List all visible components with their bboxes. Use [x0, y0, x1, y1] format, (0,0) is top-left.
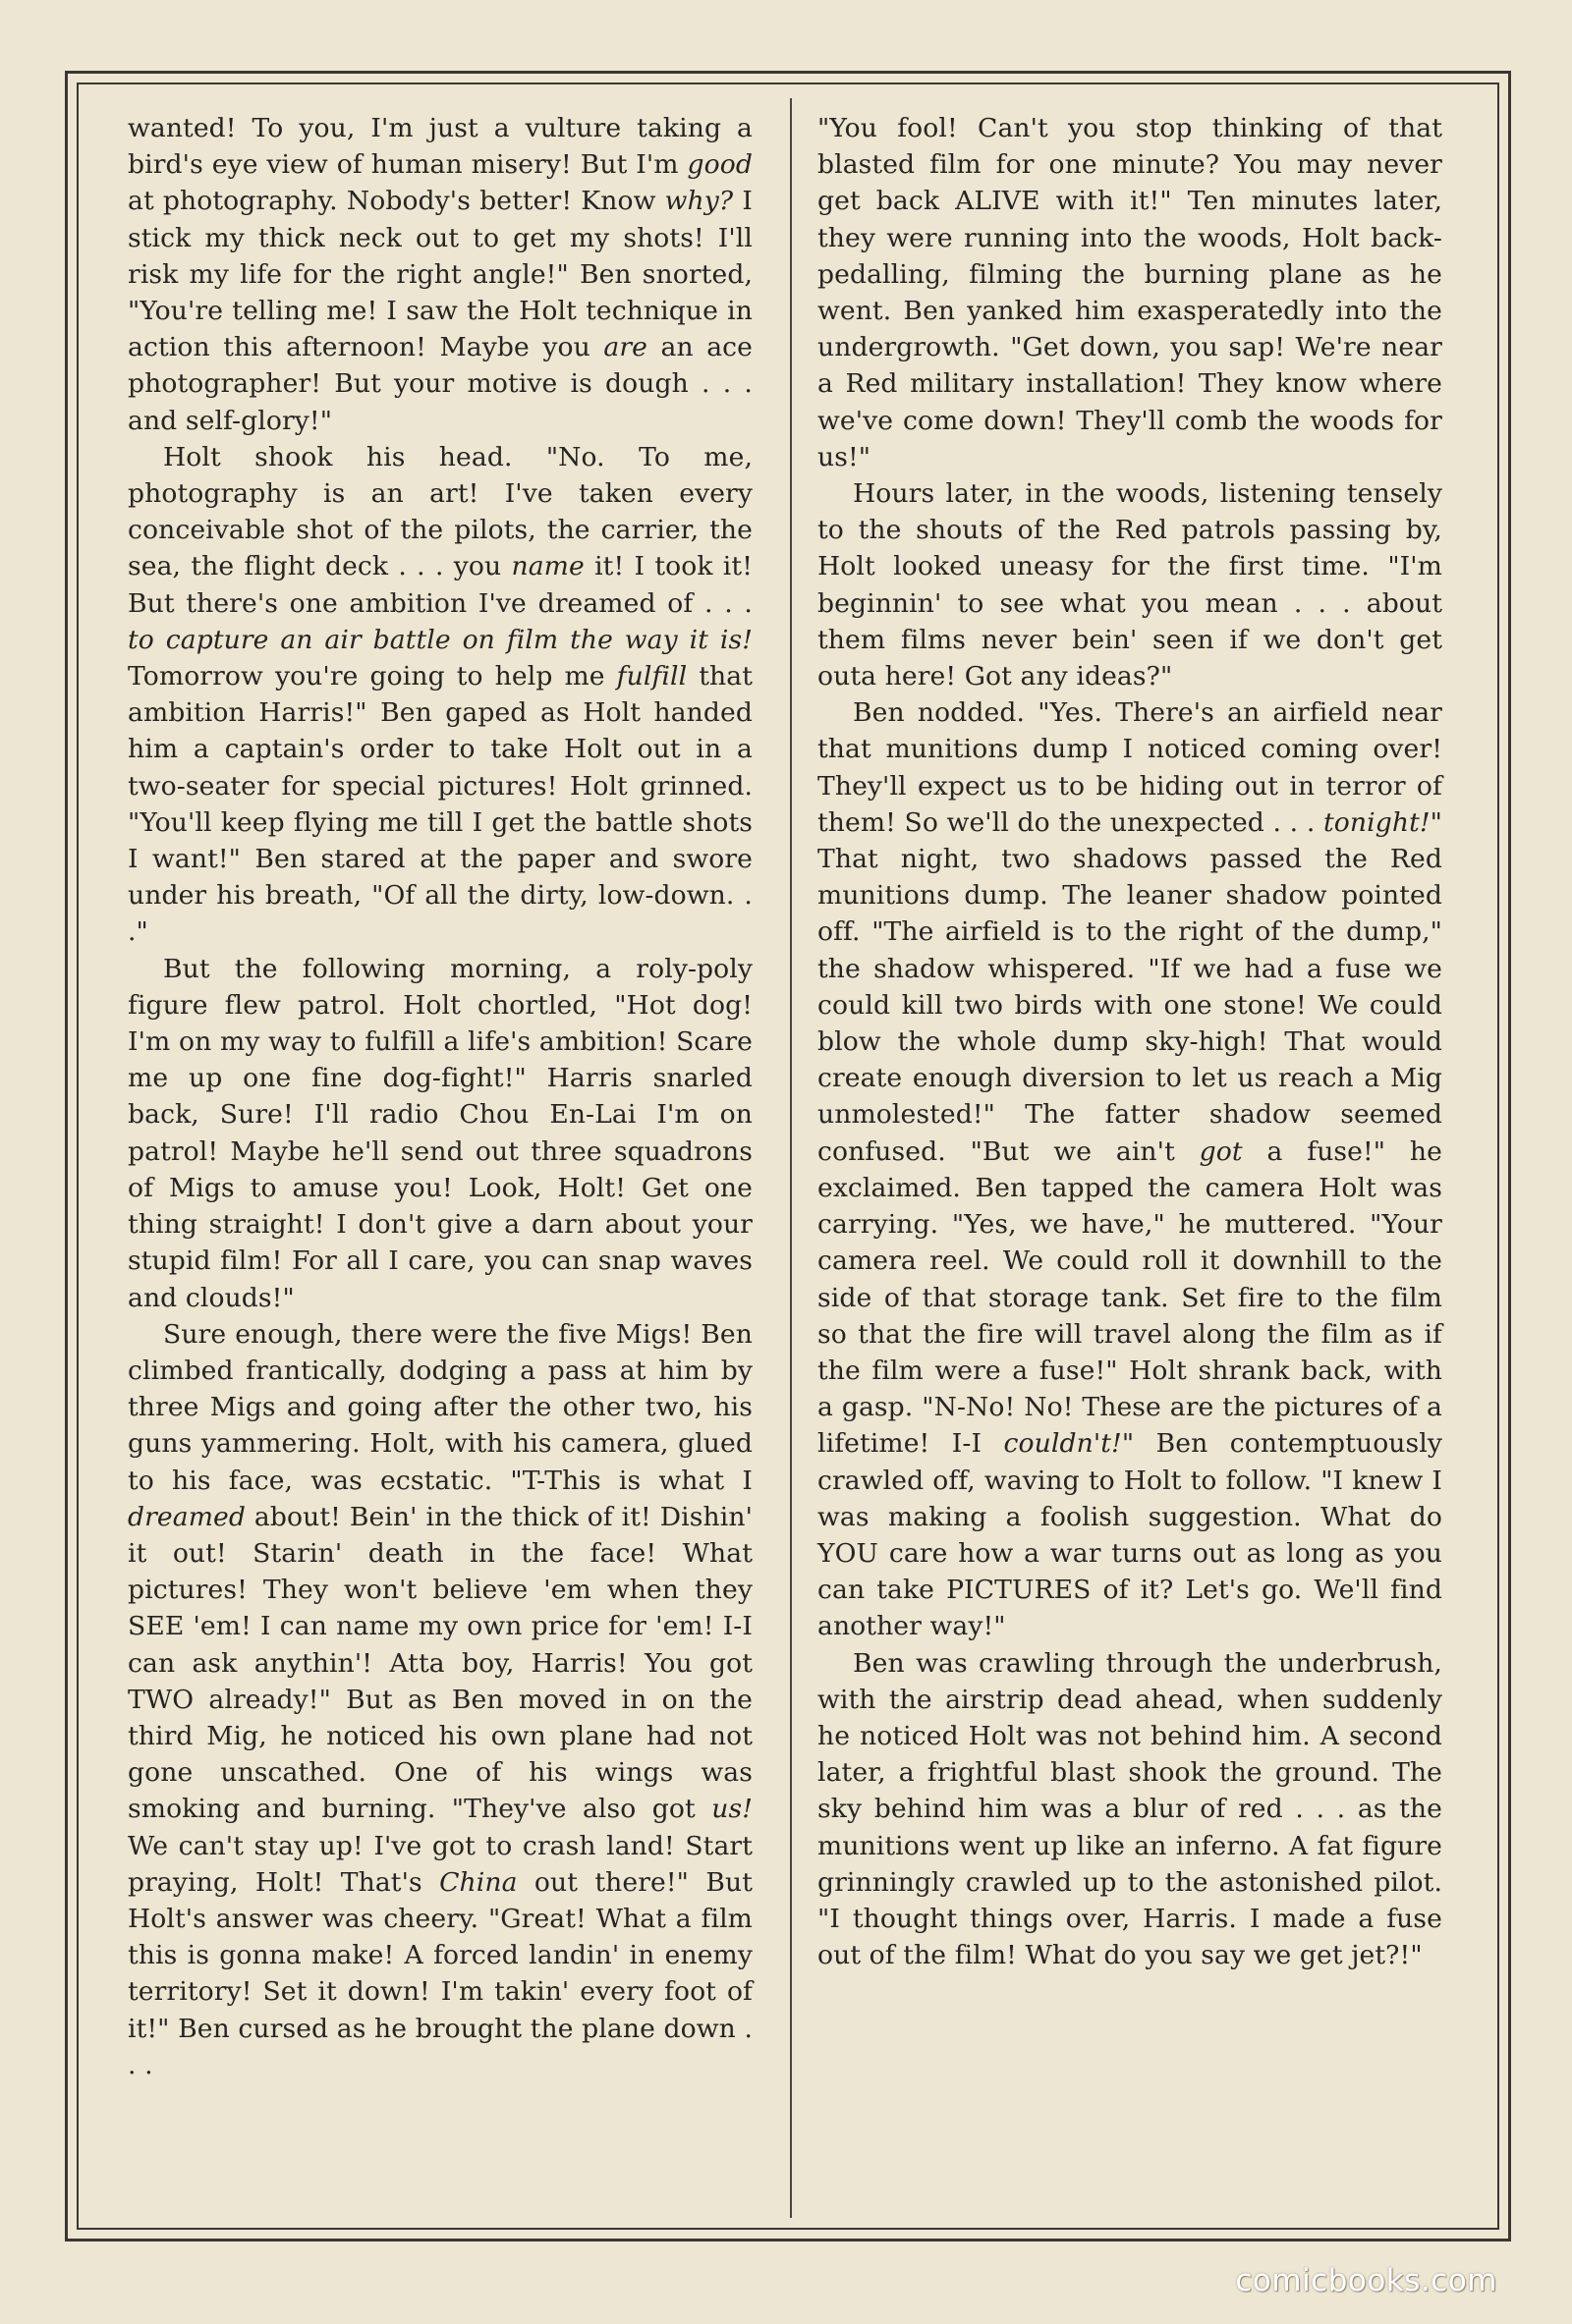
story-paragraph [128, 439, 753, 951]
story-paragraph [817, 110, 1442, 475]
story-paragraph [128, 110, 753, 439]
text-run: Hours later, in the woods, listening tensely to the shouts of the Red patrols passing by, Holt looked uneasy for the first time. "I'm beginnin' to see what you mean . . . about them films never bein' seen if we don't get outa here! Got any ideas?" [817, 478, 1442, 692]
text-run: Ben was crawling through the underbrush, with the airstrip dead ahead, when suddenly he noticed Holt was not behind him. A second later, a frightful blast shook the ground. The sky behind him was a blur of red . . . as the munitions went up like an inferno. A fat figure grinningly crawled up to the astonished pilot. "I thought things over, Harris. I made a fuse out of the film! What do you say we get jet?!" [817, 1647, 1442, 1971]
italic-text: are [603, 332, 647, 363]
text-run: at photography. Nobody's better! Know [128, 186, 665, 217]
site-watermark: comicbooks.com [1235, 2263, 1497, 2298]
italic-text: us! [711, 1794, 753, 1825]
story-paragraph [128, 1316, 753, 2083]
italic-text: to capture an air battle on film the way it is! [128, 624, 753, 655]
text-run: an ace photographer! But your motive is dough . . . and self-glory!" [128, 332, 754, 436]
column-divider [790, 98, 792, 2218]
text-run: wanted! To you, I'm just a vulture taking a bird's eye view of human misery! But I'm [128, 113, 753, 181]
text-run: Ben nodded. "Yes. There's an airfield near that munitions dump I noticed coming over! They'll expect us to be hiding out in terror of them! So we'll do the unexpected . . . [817, 697, 1442, 838]
left-column [128, 110, 753, 2083]
text-run: out there!" But Holt's answer was cheery. "Great! What a film this is gonna make! A forced landin' in enemy territory! Set it down! I'm takin' every foot of it!" Ben cursed as he brought the plane down . . . [128, 1866, 753, 2080]
italic-text: got [1199, 1135, 1243, 1167]
right-column [817, 110, 1442, 1973]
italic-text: name [511, 551, 585, 582]
text-run: it! I took it! But there's one ambition I've dreamed of . . . [128, 551, 753, 619]
text-run: Tomorrow you're going to help me [128, 661, 617, 692]
italic-text: good [687, 149, 753, 181]
text-run: I stick my thick neck out to get my shots! I'll risk my life for the right angle!" Ben snorted, "You're telling me! I saw the Holt technique in action this afternoon! Maybe you [128, 186, 753, 363]
italic-text: couldn't! [1003, 1428, 1122, 1460]
text-run: a fuse!" he exclaimed. Ben tapped the camera Holt was carrying. "Yes, we have," he muttered. "Your camera reel. We could roll it downhill to the side of that storage tank. Set fire to the film so that the fire will travel along the film as if the film were a fuse!" Holt shrank back, with a gasp. "N-No! No! These are the pictures of a lifetime! I-I [817, 1135, 1442, 1460]
italic-text: fulfill [616, 661, 688, 692]
text-run: But the following morning, a roly-poly figure flew patrol. Holt chortled, "Hot dog! I'm on my way to fulfill a life's ambition! Scare me up one fine dog-fight!" Harris snarled back, Sure! I'll radio Chou En-Lai I'm on patrol! Maybe he'll send out three squadrons of Migs to amuse you! Look, Holt! Get one thing straight! I don't give a darn about your stupid film! For all I care, you can snap waves and clouds!" [128, 953, 753, 1313]
text-run: that ambition Harris!" Ben gaped as Holt handed him a captain's order to take Holt out in a two-seater for special pictures! Holt grinned. "You'll keep flying me till I get the battle shots I want!" Ben stared at the paper and swore under his breath, "Of all the dirty, low-down. . ." [128, 661, 754, 948]
italic-text: China [439, 1866, 518, 1898]
text-run: " That night, two shadows passed the Red munitions dump. The leaner shadow pointed off. "The airfield is to the right of the dump," the shadow whispered. "If we had a fuse we could kill two birds with one stone! We could blow the whole dump sky-high! That would create enough diversion to let us reach a Mig unmolested!" The fatter shadow seemed confused. "But we ain't [817, 806, 1442, 1167]
text-run: "You fool! Can't you stop thinking of that blasted film for one minute? You may never get back ALIVE with it!" Ten minutes later, they were running into the woods, Holt back-pedalling, filming the burning plane as he went. Ben yanked him exasperatedly into the undergrowth. "Get down, you sap! We're near a Red military installation! They know where we've come down! They'll comb the woods for us!" [817, 113, 1442, 472]
text-run: " Ben contemptuously crawled off, waving to Holt to follow. "I knew I was making a foolish suggestion. What do YOU care how a war turns out as long as you can take PICTURES of it? Let's go. We'll find another way!" [817, 1428, 1443, 1642]
text-run: Holt shook his head. "No. To me, photography is an art! I've taken every conceivable shot of the pilots, the carrier, the sea, the flight deck . . . you [128, 441, 753, 582]
text-run: Sure enough, there were the five Migs! Ben climbed frantically, dodging a pass at him by three Migs and going after the other two, his guns yammering. Holt, with his camera, glued to his face, was ecstatic. "T-This is what I [128, 1318, 753, 1496]
story-paragraph [817, 475, 1442, 694]
text-run: about! Bein' in the thick of it! Dishin' it out! Starin' death in the face! What pictures! They won't believe 'em when they SEE 'em! I can name my own price for 'em! I-I can ask anythin'! Atta boy, Harris! You got TWO already!" But as Ben moved in on the third Mig, he noticed his own plane had not gone unscathed. One of his wings was smoking and burning. "They've also got [128, 1501, 753, 1825]
story-paragraph [128, 951, 753, 1316]
italic-text: why? [664, 186, 734, 217]
italic-text: tonight! [1323, 806, 1431, 838]
italic-text: dreamed [128, 1501, 247, 1532]
story-paragraph [817, 694, 1442, 1644]
text-run: We can't stay up! I've got to crash land! Start praying, Holt! That's [128, 1830, 753, 1898]
story-paragraph [817, 1645, 1442, 1974]
